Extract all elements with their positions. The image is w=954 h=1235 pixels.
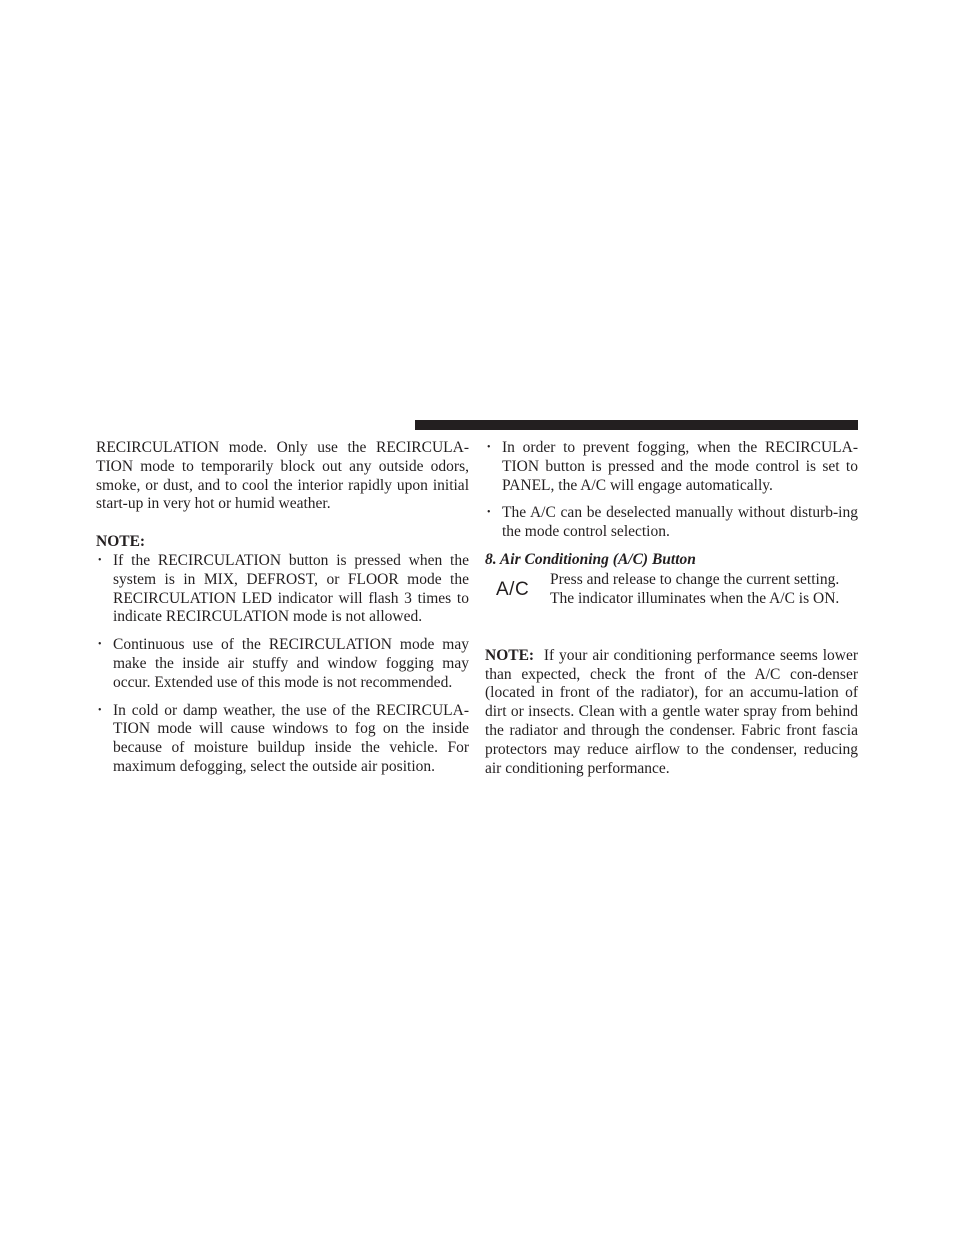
list-item [485, 439, 858, 495]
fogging-bullet-list [485, 439, 858, 542]
list-item [485, 504, 858, 542]
bullet-icon: • [487, 442, 491, 453]
note-bullet-list [96, 552, 469, 777]
list-item [96, 702, 469, 777]
left-column [96, 439, 469, 786]
list-item [96, 636, 469, 692]
bullet-icon: • [487, 507, 491, 519]
intro-paragraph: RECIRCULATION mode. Only use the RECIRCULA-TION mode to temporarily block out any outside odors, smoke, or dust, and to cool the interior rapidly upon initial start-up in very hot or humid weather. [96, 439, 469, 513]
section-heading: 8. Air Conditioning (A/C) Button [485, 550, 696, 568]
note-text: If your air conditioning performance seems lower than expected, check the front of the A/C con-denser (located in front of the radiator), for an accumu-lation of dirt or insects. Clean with a gentle water spray from behind the radiator and through the condenser. Fabric front fascia protectors may reduce airflow to the condenser, reducing air conditioning performance. [485, 646, 859, 777]
bullet-text: In order to prevent fogging, when the RECIRCULA-TION button is pressed and the mode control is set to PANEL, the A/C will engage automatically. [502, 439, 858, 494]
bullet-text: Continuous use of the RECIRCULATION mode may make the inside air stuffy and window fogging may occur. Extended use of this mode is not recommended. [113, 636, 469, 691]
bullet-icon: • [98, 554, 102, 566]
bullet-text: The A/C can be deselected manually without disturb-ing the mode control selection. [502, 504, 858, 541]
right-column [485, 439, 858, 778]
bullet-text: If the RECIRCULATION button is pressed when the system is in MIX, DEFROST, or FLOOR mode the RECIRCULATION LED indicator will flash 3 times to indicate RECIRCULATION mode is not allowed. [113, 551, 469, 626]
ac-button-icon: A/C [496, 578, 530, 600]
note-label: NOTE: [485, 646, 535, 664]
list-item [96, 552, 469, 627]
ac-button-row [485, 571, 858, 627]
bullet-text: In cold or damp weather, the use of the RECIRCULA-TION mode will cause windows to fog on the inside because of moisture buildup inside the vehicle. For maximum defogging, select the outside air position. [113, 701, 469, 775]
bullet-icon: • [98, 639, 102, 651]
ac-note-paragraph [485, 647, 858, 779]
bullet-icon: • [98, 704, 102, 716]
section-header-bar [415, 420, 858, 430]
ac-button-description: Press and release to change the current setting. The indicator illuminates when the A/C is ON. [550, 570, 840, 607]
note-label: NOTE: [96, 533, 146, 551]
